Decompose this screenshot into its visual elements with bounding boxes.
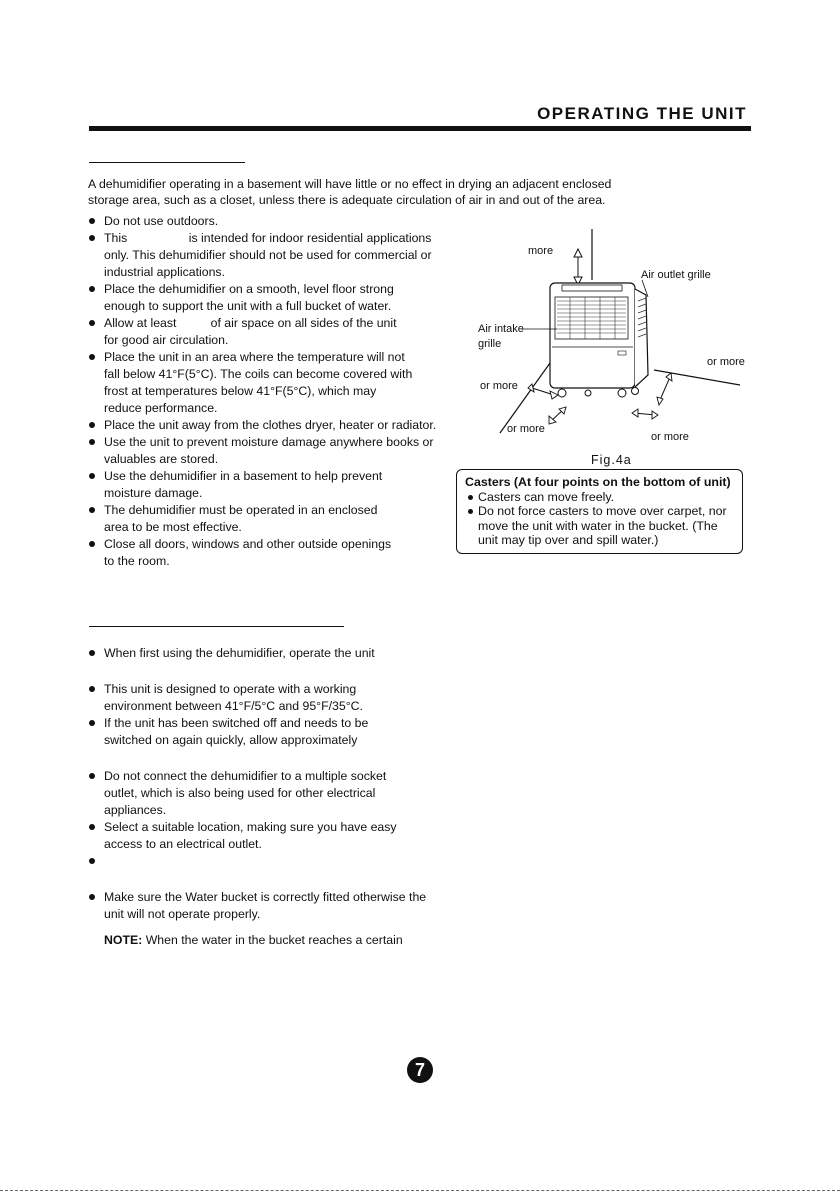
header-rule (89, 126, 751, 131)
casters-note-box (456, 469, 743, 554)
list-item: Do not connect the dehumidifier to a multiple socket outlet, which is also being used for other electrical appliances. (88, 768, 394, 819)
list-item: Place the dehumidifier on a smooth, level floor strong enough to support the unit with a full bucket of water. (88, 281, 404, 315)
list-item: Select a suitable location, making sure you have easy access to an electrical outlet. (88, 819, 414, 853)
section-heading-underline (89, 162, 245, 163)
list-item: Make sure the Water bucket is correctly fitted otherwise the unit will not operate properly. (88, 889, 434, 923)
figure-label-or-more-bottom-left: or more (507, 423, 545, 435)
figure-label-more-top: more (528, 245, 554, 257)
list-item: If the unit has been switched off and needs to be switched on again quickly, allow approximately (88, 715, 394, 749)
figure-label-air-outlet: Air outlet grille (641, 269, 711, 281)
page-bottom-rule (0, 1190, 840, 1191)
list-item: Do not force casters to move over carpet, nor move the unit with water in the bucket. (The unit may tip over and spill water.) (465, 504, 734, 548)
list-item: This is intended for indoor residential applications only. This dehumidifier should not be used for commercial or industrial applications. (88, 230, 438, 281)
dehumidifier-figure (470, 225, 755, 455)
note-text: When the water in the bucket reaches a certain (145, 933, 403, 947)
figure-label-grille: grille (478, 338, 502, 350)
list-item: Place the unit in an area where the temperature will not fall below 41°F(5°C). The coils can become covered with frost at temperatures below 41°F(5°C), which may reduce performance. (88, 349, 414, 417)
section-heading-underline (89, 626, 344, 627)
note-label: NOTE: (104, 933, 143, 947)
location-intro-text: A dehumidifier operating in a basement will have little or no effect in drying an adjacent enclosed storage area, such as a closet, unless there is adequate circulation of air in and out of the area. (88, 177, 612, 207)
location-intro (88, 176, 648, 208)
figure-label-or-more-bottom-right: or more (651, 431, 689, 443)
list-item: The dehumidifier must be operated in an enclosed area to be most effective. (88, 502, 394, 536)
list-item: When first using the dehumidifier, operate the unit (88, 645, 408, 662)
list-item: Use the dehumidifier in a basement to help prevent moisture damage. (88, 468, 394, 502)
page-number-badge: 7 (407, 1057, 433, 1083)
list-item: Casters can move freely. (465, 490, 734, 505)
casters-list (465, 490, 734, 548)
list-item: Allow at least of air space on all sides of the unit for good air circulation. (88, 315, 404, 349)
list-item: Close all doors, windows and other outside openings to the room. (88, 536, 404, 570)
list-item (88, 853, 408, 870)
location-list (88, 213, 438, 570)
usage-note (104, 933, 403, 947)
list-item: Place the unit away from the clothes dryer, heater or radiator. (88, 417, 438, 434)
figure-label-or-more-left: or more (480, 380, 518, 392)
list-item: Use the unit to prevent moisture damage anywhere books or valuables are stored. (88, 434, 444, 468)
page-header-title: OPERATING THE UNIT (537, 104, 747, 123)
figure-label-or-more-right: or more (707, 356, 745, 368)
usage-list (88, 645, 427, 923)
figure-label-air-intake: Air intake (478, 323, 524, 335)
list-item: Do not use outdoors. (88, 213, 438, 230)
list-item: This unit is designed to operate with a working environment between 41°F/5°C and 95°F/35°C. (88, 681, 384, 715)
figure-caption: Fig.4a (591, 453, 632, 467)
casters-title: Casters (At four points on the bottom of unit) (465, 475, 731, 489)
